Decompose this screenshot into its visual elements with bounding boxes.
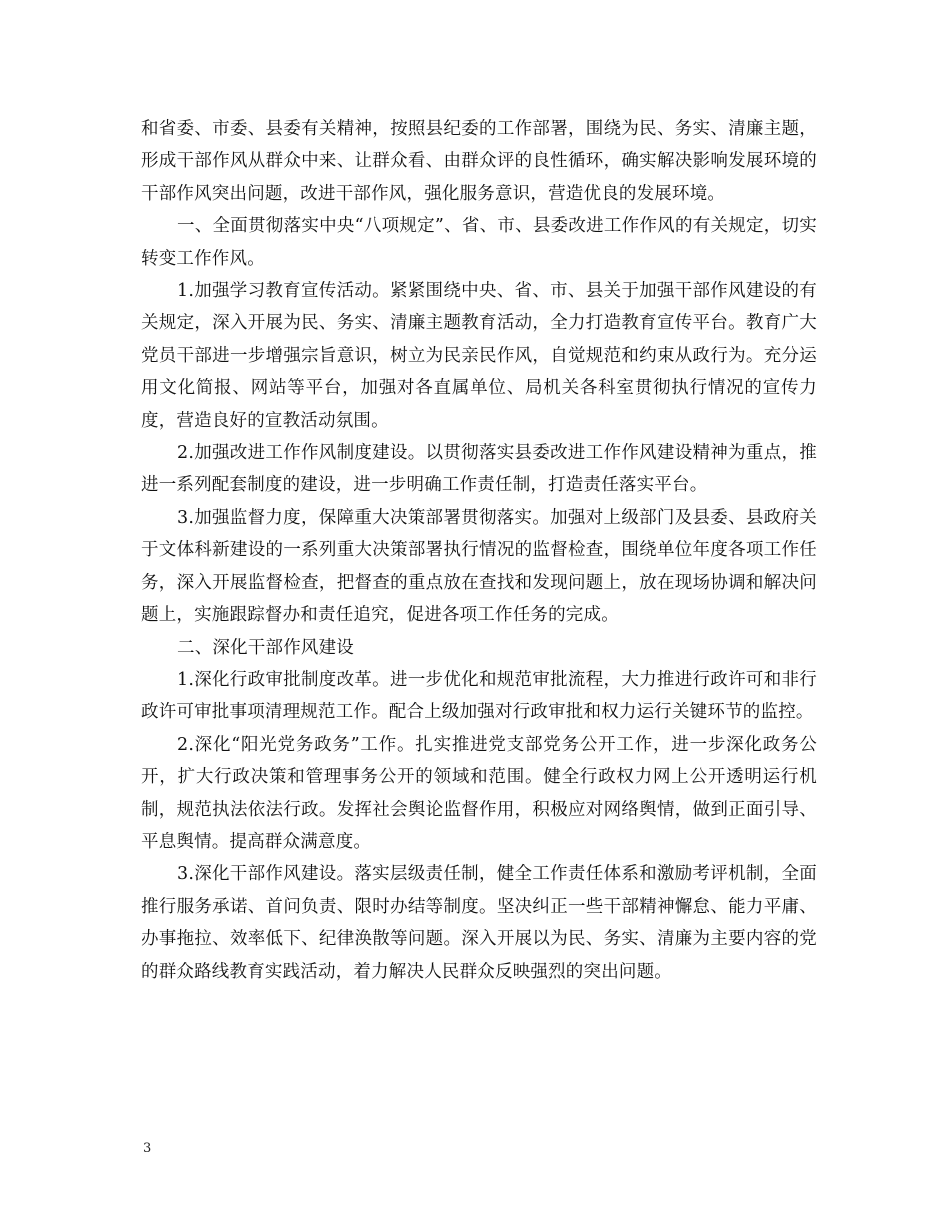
paragraph-1-2: 2.加强改进工作作风制度建设。以贯彻落实县委改进工作作风建设精神为重点，推进一系列配套制度的建设，进一步明确工作责任制，打造责任落实平台。 bbox=[141, 443, 817, 496]
heading-section-one: 一、全面贯彻落实中央“八项规定”、省、市、县委改进工作作风的有关规定，切实转变工作作风。 bbox=[141, 216, 817, 269]
paragraph-intro-continued: 和省委、市委、县委有关精神，按照县纪委的工作部署，围绕为民、务实、清廉主题，形成干部作风从群众中来、让群众看、由群众评的良性循环，确实解决影响发展环境的干部作风突出问题，改进干部作风，强化服务意识，营造优良的发展环境。 bbox=[141, 119, 817, 204]
heading-section-two: 二、深化干部作风建设 bbox=[177, 637, 354, 658]
page-number: 3 bbox=[143, 1141, 152, 1156]
document-body bbox=[141, 113, 817, 988]
paragraph-2-1: 1.深化行政审批制度改革。进一步优化和规范审批流程，大力推进行政许可和非行政许可审批事项清理规范工作。配合上级加强对行政审批和权力运行关键环节的监控。 bbox=[141, 669, 817, 723]
paragraph-1-3: 3.加强监督力度，保障重大决策部署贯彻落实。加强对上级部门及县委、县政府关于文体科新建设的一系列重大决策部署执行情况的监督检查，围绕单位年度各项工作任务，深入开展监督检查，把督查的重点放在查找和发现问题上，放在现场协调和解决问题上，实施跟踪督办和责任追究，促进各项工作任务的完成。 bbox=[141, 507, 817, 626]
paragraph-2-2: 2.深化“阳光党务政务”工作。扎实推进党支部党务公开工作，进一步深化政务公开，扩大行政决策和管理事务公开的领域和范围。健全行政权力网上公开透明运行机制，规范执法依法行政。发挥社会舆论监督作用，积极应对网络舆情，做到正面引导、平息舆情。提高群众满意度。 bbox=[141, 734, 817, 852]
paragraph-2-3: 3.深化干部作风建设。落实层级责任制，健全工作责任体系和激励考评机制，全面推行服务承诺、首问负责、限时办结等制度。坚决纠正一些干部精神懈怠、能力平庸、办事拖拉、效率低下、纪律涣散等问题。深入开展以为民、务实、清廉为主要内容的党的群众路线教育实践活动，着力解决人民群众反映强烈的突出问题。 bbox=[141, 864, 817, 982]
paragraph-1-1: 1.加强学习教育宣传活动。紧紧围绕中央、省、市、县关于加强干部作风建设的有关规定，深入开展为民、务实、清廉主题教育活动，全力打造教育宣传平台。教育广大党员干部进一步增强宗旨意识，树立为民亲民作风，自觉规范和约束从政行为。充分运用文化简报、网站等平台，加强对各直属单位、局机关各科室贯彻执行情况的宣传力度，营造良好的宣教活动氛围。 bbox=[141, 281, 817, 431]
